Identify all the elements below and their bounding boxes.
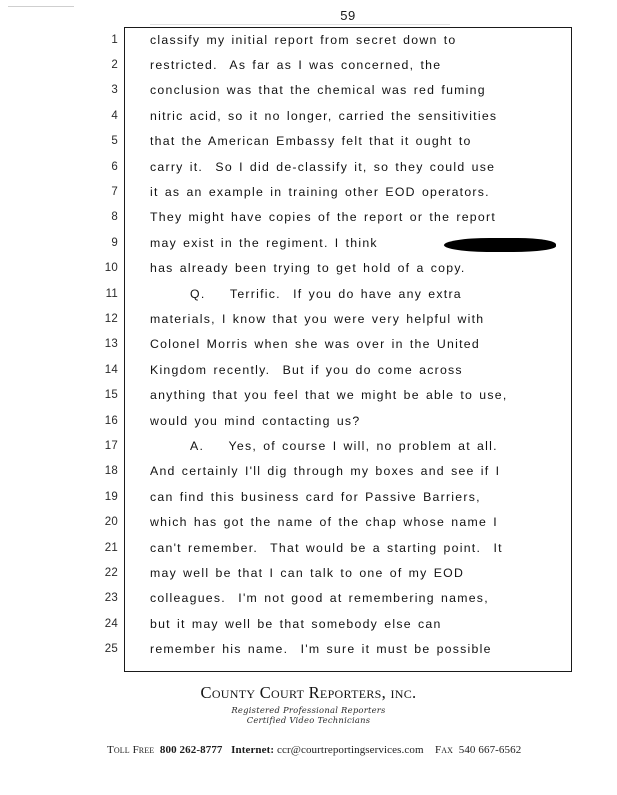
transcript-line bbox=[0, 586, 572, 611]
line-number: 14 bbox=[104, 363, 118, 376]
transcript-line bbox=[0, 306, 572, 331]
line-text: materials, I know that you were very helpful with bbox=[150, 311, 485, 326]
transcript-line bbox=[0, 256, 572, 281]
line-text: but it may well be that somebody else can bbox=[150, 616, 442, 631]
transcript-line bbox=[0, 27, 572, 52]
line-number: 1 bbox=[111, 33, 118, 46]
line-number: 7 bbox=[111, 186, 118, 199]
line-number: 23 bbox=[104, 592, 118, 605]
transcript-line bbox=[0, 154, 572, 179]
line-text: anything that you feel that we might be able to use, bbox=[150, 388, 508, 403]
fax-number: 540 667-6562 bbox=[458, 744, 522, 756]
scan-artifact-streak bbox=[8, 6, 74, 7]
redaction-bar bbox=[444, 238, 556, 252]
line-text: it as an example in training other EOD operators. bbox=[150, 185, 490, 200]
transcript-line bbox=[0, 382, 572, 407]
line-text: can't remember. That would be a starting point. It bbox=[150, 540, 503, 555]
transcript-line-list bbox=[0, 27, 572, 672]
transcript-line bbox=[0, 484, 572, 509]
line-number: 13 bbox=[104, 338, 118, 351]
line-text: may well be that I can talk to one of my EOD bbox=[150, 565, 465, 580]
page-number: 59 bbox=[340, 8, 356, 23]
line-number: 20 bbox=[104, 516, 118, 529]
line-text: Colonel Morris when she was over in the United bbox=[150, 337, 480, 352]
line-number: 8 bbox=[111, 211, 118, 224]
fax-label: Fax bbox=[435, 744, 454, 756]
line-text: nitric acid, so it no longer, carried the sensitivities bbox=[150, 108, 498, 123]
court-reporter-firm-name: County Court Reporters, inc. bbox=[200, 683, 417, 702]
email-address: ccr@courtreportingservices.com bbox=[277, 744, 424, 756]
line-number: 18 bbox=[104, 465, 118, 478]
line-text: can find this business card for Passive Barriers, bbox=[150, 489, 481, 504]
transcript-line bbox=[0, 535, 572, 560]
scan-artifact-streak-secondary bbox=[150, 24, 450, 25]
line-text: And certainly I'll dig through my boxes and see if I bbox=[150, 464, 501, 479]
transcript-line bbox=[0, 357, 572, 382]
transcript-line bbox=[0, 611, 572, 636]
transcript-line bbox=[0, 433, 572, 458]
transcript-line bbox=[0, 78, 572, 103]
line-number: 11 bbox=[105, 287, 118, 300]
transcript-line bbox=[0, 636, 572, 661]
line-number: 2 bbox=[111, 59, 118, 72]
line-number: 16 bbox=[104, 414, 118, 427]
line-text: may exist in the regiment. I think bbox=[150, 236, 570, 250]
toll-free-number: 800 262-8777 bbox=[159, 744, 223, 756]
line-text: remember his name. I'm sure it must be possible bbox=[150, 642, 492, 657]
firm-subtitle-certified: Certified Video Technicians bbox=[246, 715, 371, 725]
transcript-line bbox=[0, 509, 572, 534]
line-text: carry it. So I did de-classify it, so they could use bbox=[150, 159, 496, 174]
transcript-line bbox=[0, 281, 572, 306]
line-number: 17 bbox=[104, 439, 118, 452]
line-number: 25 bbox=[104, 643, 118, 656]
line-number: 24 bbox=[104, 617, 118, 630]
line-text: colleagues. I'm not good at remembering names, bbox=[150, 591, 489, 606]
line-number: 5 bbox=[111, 135, 118, 148]
transcript-line bbox=[0, 205, 572, 230]
line-text: which has got the name of the chap whose name I bbox=[150, 515, 498, 530]
page-footer bbox=[0, 683, 617, 768]
line-text: A. Yes, of course I will, no problem at all. bbox=[190, 438, 498, 453]
line-number: 21 bbox=[104, 541, 118, 554]
line-text: conclusion was that the chemical was red fuming bbox=[150, 83, 486, 98]
line-number: 22 bbox=[104, 566, 118, 579]
line-text: classify my initial report from secret down to bbox=[150, 32, 457, 47]
line-number: 10 bbox=[104, 262, 118, 275]
toll-free-label: Toll Free bbox=[107, 744, 155, 756]
transcript-line bbox=[0, 332, 572, 357]
line-number: 19 bbox=[104, 490, 118, 503]
line-text: that the American Embassy felt that it ought to bbox=[150, 134, 472, 149]
line-number: 15 bbox=[104, 389, 118, 402]
transcript-line bbox=[0, 230, 572, 255]
line-number: 9 bbox=[111, 236, 118, 249]
transcript-line bbox=[0, 103, 572, 128]
footer-contact-line bbox=[0, 732, 617, 768]
transcript-line bbox=[0, 459, 572, 484]
transcript-line bbox=[0, 129, 572, 154]
line-text: restricted. As far as I was concerned, the bbox=[150, 58, 442, 73]
transcript-line bbox=[0, 408, 572, 433]
transcript-line bbox=[0, 560, 572, 585]
line-text: Q. Terrific. If you do have any extra bbox=[190, 286, 462, 301]
line-text: would you mind contacting us? bbox=[150, 413, 361, 428]
internet-label: Internet: bbox=[231, 744, 275, 756]
firm-subtitle-registered: Registered Professional Reporters bbox=[231, 705, 386, 715]
line-text: Kingdom recently. But if you do come across bbox=[150, 362, 463, 377]
line-number: 4 bbox=[111, 109, 118, 122]
line-text: has already been trying to get hold of a copy. bbox=[150, 261, 466, 276]
line-number: 6 bbox=[111, 160, 118, 173]
line-text: They might have copies of the report or the report bbox=[150, 210, 496, 225]
line-number: 12 bbox=[104, 312, 118, 325]
transcript-line bbox=[0, 179, 572, 204]
transcript-line bbox=[0, 52, 572, 77]
line-number: 3 bbox=[111, 84, 118, 97]
